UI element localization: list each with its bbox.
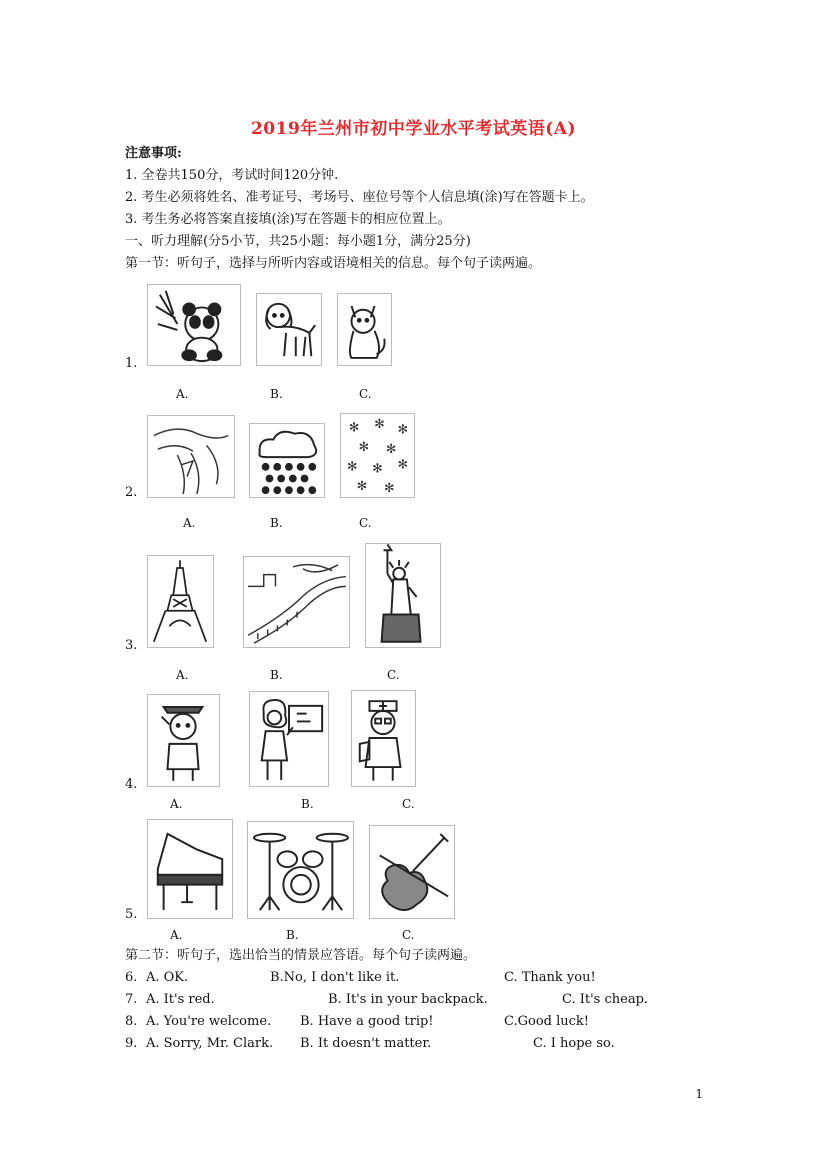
svg-text:✻: ✻ bbox=[383, 480, 395, 495]
kitten-icon bbox=[337, 293, 392, 366]
svg-text:✻: ✻ bbox=[374, 415, 385, 431]
svg-text:✻: ✻ bbox=[397, 456, 409, 472]
option-c: C. It's cheap. bbox=[562, 992, 649, 1007]
question-number: 7. bbox=[125, 992, 138, 1007]
option-label: C. bbox=[387, 668, 400, 682]
option-label: B. bbox=[270, 668, 283, 682]
notice-item: 3. 考生务必将答案直接填(涂)写在答题卡的相应位置上。 bbox=[125, 212, 451, 227]
teacher-icon bbox=[249, 691, 329, 787]
statue-of-liberty-icon bbox=[365, 543, 441, 648]
rain-icon bbox=[249, 423, 325, 498]
question-number: 9. bbox=[125, 1036, 138, 1051]
option-label: C. bbox=[402, 928, 415, 942]
option-b: B. It doesn't matter. bbox=[300, 1036, 432, 1051]
option-label: C. bbox=[402, 797, 415, 811]
option-label: A. bbox=[170, 797, 183, 811]
doctor-icon bbox=[351, 690, 416, 787]
svg-text:✻: ✻ bbox=[397, 421, 409, 437]
option-label: B. bbox=[301, 797, 314, 811]
police-officer-icon bbox=[147, 694, 220, 787]
option-a: A. You're welcome. bbox=[146, 1014, 272, 1029]
option-label: B. bbox=[270, 516, 283, 530]
page-title: 2019年兰州市初中学业水平考试英语(A) bbox=[250, 119, 577, 139]
option-label: C. bbox=[359, 387, 372, 401]
option-label: C. bbox=[359, 516, 372, 530]
option-label: B. bbox=[286, 928, 299, 942]
option-b: B.No, I don't like it. bbox=[270, 970, 400, 985]
svg-text:✻: ✻ bbox=[372, 460, 383, 476]
svg-text:✻: ✻ bbox=[346, 458, 358, 474]
question-number: 5. bbox=[125, 907, 138, 922]
option-a: A. It's red. bbox=[146, 992, 215, 1007]
svg-text:✻: ✻ bbox=[356, 478, 368, 494]
drums-icon bbox=[247, 821, 354, 919]
question-number: 8. bbox=[125, 1014, 138, 1029]
svg-text:✻: ✻ bbox=[358, 439, 370, 455]
question-number: 2. bbox=[125, 485, 138, 500]
wind-icon bbox=[147, 415, 235, 498]
snow-icon bbox=[340, 413, 415, 498]
option-b: B. Have a good trip! bbox=[300, 1014, 434, 1029]
option-b: B. It's in your backpack. bbox=[328, 992, 488, 1007]
piano-icon bbox=[147, 819, 233, 919]
great-wall-icon bbox=[243, 556, 350, 648]
option-label: A. bbox=[183, 516, 196, 530]
option-a: A. Sorry, Mr. Clark. bbox=[146, 1036, 274, 1051]
question-number: 3. bbox=[125, 638, 138, 653]
option-a: A. OK. bbox=[146, 970, 189, 985]
option-c: C. I hope so. bbox=[533, 1036, 615, 1051]
svg-text:✻: ✻ bbox=[348, 419, 360, 435]
svg-text:✻: ✻ bbox=[385, 441, 397, 457]
option-label: B. bbox=[270, 387, 283, 401]
puppy-icon bbox=[256, 293, 322, 366]
notice-item: 1. 全卷共150分，考试时间120分钟. bbox=[125, 168, 339, 183]
option-c: C. Thank you! bbox=[504, 970, 596, 985]
option-label: A. bbox=[176, 387, 189, 401]
section-heading: 第一节：听句子，选择与所听内容或语境相关的信息。每个句子读两遍。 bbox=[125, 256, 542, 271]
notice-item: 2. 考生必须将姓名、准考证号、考场号、座位号等个人信息填(涂)写在答题卡上。 bbox=[125, 190, 594, 205]
question-number: 6. bbox=[125, 970, 138, 985]
violin-icon bbox=[369, 825, 455, 919]
option-label: A. bbox=[176, 668, 189, 682]
option-label: A. bbox=[170, 928, 183, 942]
notice-heading: 注意事项: bbox=[125, 146, 182, 161]
part-heading: 一、听力理解(分5小节，共25小题：每小题1分，满分25分) bbox=[125, 234, 471, 249]
question-number: 4. bbox=[125, 777, 138, 792]
eiffel-tower-icon bbox=[147, 555, 214, 648]
section-heading: 第二节：听句子，选出恰当的情景应答语。每个句子读两遍。 bbox=[125, 948, 477, 963]
option-c: C.Good luck! bbox=[504, 1014, 590, 1029]
question-number: 1. bbox=[125, 356, 138, 371]
panda-icon bbox=[147, 284, 241, 366]
page-number: 1 bbox=[695, 1087, 703, 1101]
